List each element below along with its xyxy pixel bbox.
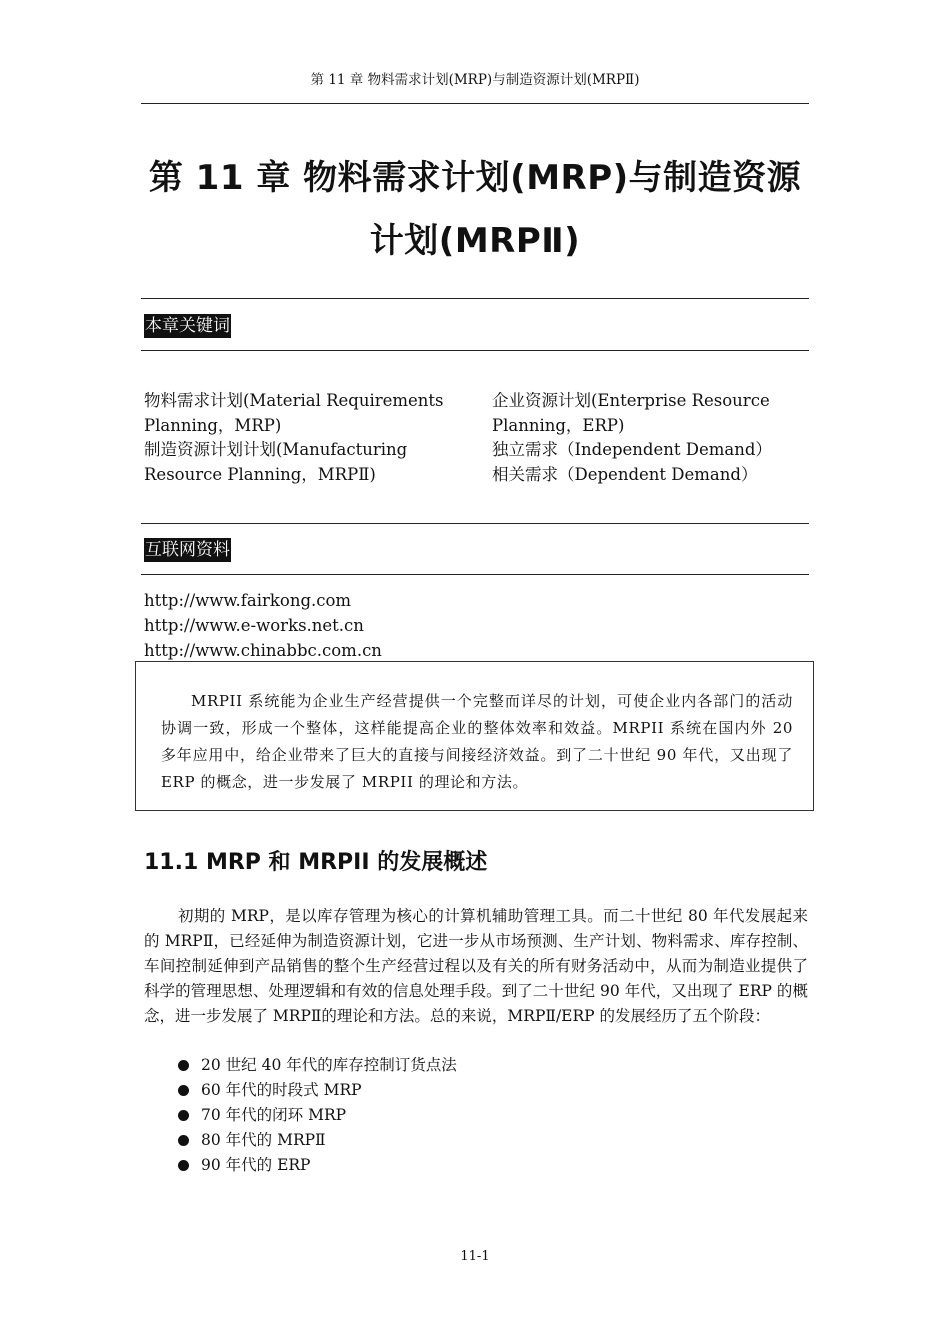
- url-e-works[interactable]: http://www.e-works.net.cn: [144, 616, 364, 635]
- abstract-box: [135, 661, 814, 811]
- header-rule: [141, 103, 809, 104]
- internet-top-rule: [141, 523, 809, 524]
- keyword-line: 物料需求计划(Material Requirements: [144, 391, 444, 410]
- keyword-line: 企业资源计划(Enterprise Resource: [492, 391, 770, 410]
- section-title: 11.1 MRP 和 MRPII 的发展概述: [144, 850, 488, 875]
- keyword-line: 独立需求（Independent Demand）: [492, 440, 772, 459]
- list-item-text: 80 年代的 MRPⅡ: [201, 1131, 326, 1149]
- url-fairkong[interactable]: http://www.fairkong.com: [144, 591, 352, 610]
- keywords-left-column: [144, 389, 444, 487]
- section-paragraph: 初期的 MRP，是以库存管理为核心的计算机辅助管理工具。而二十世纪 80 年代发展起来的 MRPⅡ，已经延伸为制造资源计划，它进一步从市场预测、生产计划、物料需求、库存控制、车间控制延伸到产品销售的整个生产经营过程以及有关的所有财务活动中，从而为制造业提供了科学的管理思想、处理逻辑和有效的信息处理手段。到了二十世纪 90 年代，又出现了 ERP 的概念，进一步发展了 MRPⅡ的理论和方法。总的来说，MRPⅡ/ERP 的发展经历了五个阶段：: [144, 907, 808, 1025]
- stages-list: [178, 1053, 457, 1178]
- internet-label: 互联网资料: [145, 540, 230, 560]
- chapter-title-line-1: 第 11 章 物料需求计划(MRP)与制造资源: [148, 158, 802, 198]
- bullet-icon: [178, 1060, 189, 1071]
- list-item: [178, 1103, 457, 1128]
- keyword-line: 相关需求（Dependent Demand）: [492, 464, 758, 484]
- list-item: [178, 1153, 457, 1178]
- running-header: 第 11 章 物料需求计划(MRP)与制造资源计划(MRPⅡ): [310, 72, 640, 88]
- list-item-text: 20 世纪 40 年代的库存控制订货点法: [201, 1056, 457, 1074]
- keyword-line: Planning，MRP): [144, 415, 282, 435]
- page-number: 11-1: [460, 1249, 490, 1264]
- list-item: [178, 1128, 457, 1153]
- internet-bottom-rule: [141, 574, 809, 575]
- abstract-text: MRPII 系统能为企业生产经营提供一个完整而详尽的计划，可使企业内各部门的活动协调一致，形成一个整体，这样能提高企业的整体效率和效益。MRPII 系统在国内外 20 多年应用中，给企业带来了巨大的直接与间接经济效益。到了二十世纪 90 年代，又出现了 ERP 的概念，进一步发展了 MRPII 的理论和方法。: [161, 692, 793, 791]
- url-chinabbc[interactable]: http://www.chinabbc.com.cn: [144, 641, 382, 660]
- keywords-label: 本章关键词: [145, 316, 230, 336]
- keyword-line: Planning，ERP): [492, 415, 625, 435]
- chapter-title-line-2: 计划(MRPⅡ): [369, 221, 581, 261]
- keyword-line: Resource Planning，MRPⅡ): [144, 464, 376, 484]
- list-item: [178, 1053, 457, 1078]
- list-item-text: 90 年代的 ERP: [201, 1156, 311, 1174]
- list-item: [178, 1078, 457, 1103]
- keywords-top-rule: [141, 298, 809, 299]
- bullet-icon: [178, 1135, 189, 1146]
- keyword-line: 制造资源计划计划(Manufacturing: [144, 440, 408, 459]
- bullet-icon: [178, 1110, 189, 1121]
- bullet-icon: [178, 1160, 189, 1171]
- bullet-icon: [178, 1085, 189, 1096]
- list-item-text: 60 年代的时段式 MRP: [201, 1081, 362, 1099]
- keywords-right-column: [492, 389, 772, 487]
- list-item-text: 70 年代的闭环 MRP: [201, 1106, 347, 1124]
- keywords-bottom-rule: [141, 350, 809, 351]
